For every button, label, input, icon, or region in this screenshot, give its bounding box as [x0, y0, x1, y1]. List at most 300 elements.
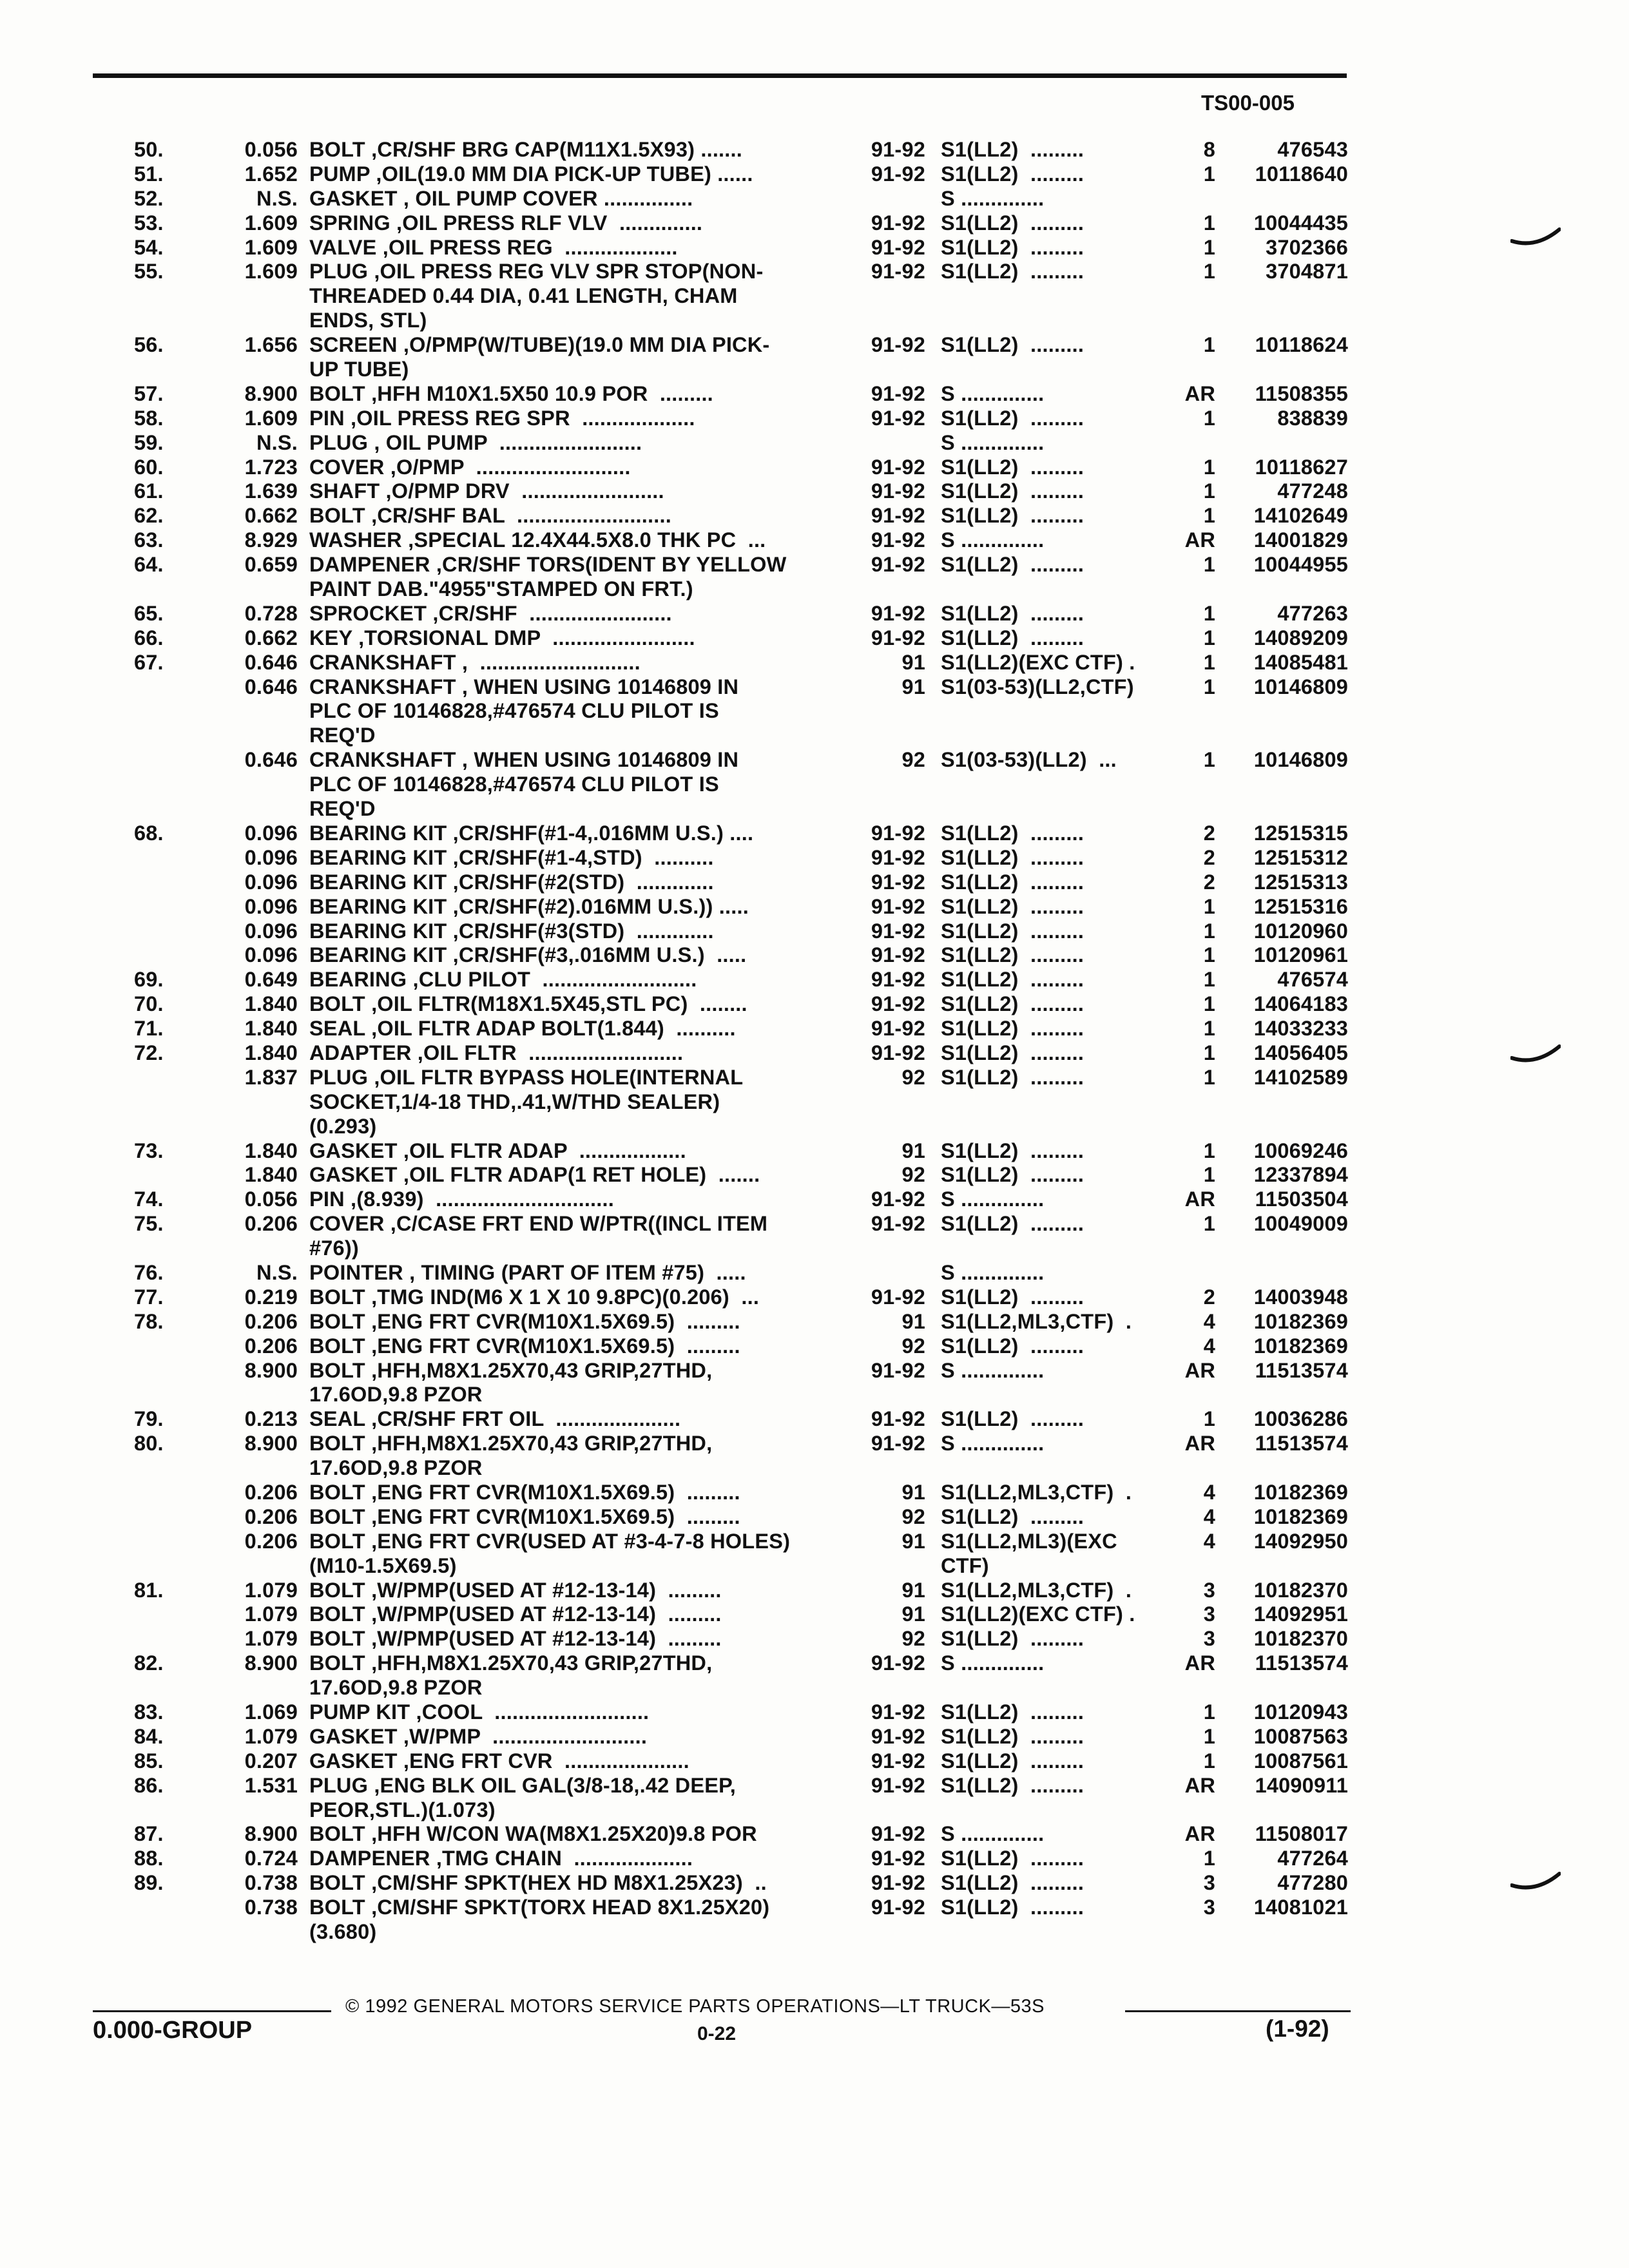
part-detail: ,ENG BLK OIL GAL(3/8-18,.42 DEEP,	[368, 1773, 736, 1797]
part-name: BEARING KIT	[309, 894, 447, 918]
quantity: AR	[1184, 1358, 1215, 1382]
part-detail: ,ENG FRT CVR(M10X1.5X69.5) .........	[365, 1480, 740, 1504]
table-row	[0, 236, 1629, 260]
table-row	[0, 1139, 1629, 1164]
part-detail: SOCKET,1/4-18 THD,.41,W/THD SEALER)	[309, 1090, 720, 1113]
part-name: BEARING KIT	[309, 845, 447, 869]
item-number: 81.	[134, 1578, 164, 1602]
application-code: S ..............	[941, 1651, 1045, 1675]
table-row	[0, 1115, 1629, 1139]
part-description	[309, 1359, 844, 1383]
group-number: 1.609	[244, 235, 298, 259]
model-years: 91-92	[871, 479, 925, 503]
part-name: SHAFT	[309, 479, 380, 503]
model-years: 91	[901, 1529, 925, 1553]
table-row	[0, 1749, 1629, 1774]
part-description	[309, 748, 844, 773]
model-years: 91-92	[871, 381, 925, 405]
part-detail: , TIMING (PART OF ITEM #75) .....	[403, 1260, 746, 1284]
part-detail: ,OIL FLTR ADAP BOLT(1.844) ..........	[365, 1017, 736, 1041]
table-row	[0, 211, 1629, 236]
application-code: S1(LL2) .........	[941, 943, 1084, 967]
application-code: S1(LL2) .........	[941, 1407, 1084, 1431]
quantity: 2	[1203, 845, 1215, 869]
quantity: 4	[1203, 1504, 1215, 1528]
quantity: 1	[1203, 479, 1215, 503]
part-detail: ,W/PMP(USED AT #12-13-14) .........	[365, 1578, 722, 1602]
application-code: S1(LL2,ML3)(EXC	[941, 1529, 1117, 1553]
part-description	[309, 1505, 844, 1530]
part-description	[309, 895, 844, 919]
quantity: 3	[1203, 1896, 1215, 1919]
part-number: 14064183	[1253, 992, 1348, 1016]
quantity: AR	[1184, 1432, 1215, 1456]
model-years: 91-92	[871, 1212, 925, 1236]
part-description	[309, 553, 844, 577]
application-code: S1(LL2) .........	[941, 1773, 1084, 1797]
binder-hole-mark	[1510, 227, 1561, 253]
part-detail: ,CM/SHF SPKT(HEX HD M8X1.25X23) ..	[365, 1871, 767, 1895]
quantity: 1	[1203, 235, 1215, 259]
part-number: 11508355	[1255, 381, 1348, 405]
model-years: 91-92	[871, 1700, 925, 1724]
quantity: 1	[1203, 1724, 1215, 1748]
quantity: 1	[1203, 406, 1215, 430]
group-number: 1.840	[244, 1041, 298, 1064]
model-years: 91-92	[871, 968, 925, 992]
part-detail: , WHEN USING 10146809 IN	[456, 675, 739, 698]
quantity: AR	[1184, 528, 1215, 552]
group-number: 0.096	[244, 870, 298, 894]
table-row	[0, 797, 1629, 822]
part-detail: ,W/PMP ..........................	[397, 1724, 648, 1748]
part-description	[309, 1481, 844, 1505]
application-code: S ..............	[941, 381, 1045, 405]
model-years: 91-92	[871, 845, 925, 869]
part-name: BEARING KIT	[309, 821, 447, 845]
part-description	[309, 1456, 844, 1481]
model-years: 91-92	[871, 528, 925, 552]
part-name: GASKET	[309, 1749, 398, 1773]
part-description	[309, 1236, 844, 1261]
part-detail: ,CR/SHF(#1-4,.016MM U.S.) ....	[447, 821, 754, 845]
table-row	[0, 1579, 1629, 1603]
part-name: CRANKSHAFT	[309, 675, 456, 698]
part-number: 14001829	[1253, 528, 1348, 552]
part-number: 10182369	[1253, 1334, 1348, 1358]
table-row	[0, 1285, 1629, 1310]
item-number: 53.	[134, 211, 164, 235]
part-name: BOLT	[309, 1529, 365, 1553]
part-description	[309, 870, 844, 895]
part-number: 10146809	[1253, 675, 1348, 698]
part-detail: ,CR/SHF FRT OIL .....................	[365, 1407, 681, 1431]
table-row	[0, 846, 1629, 870]
part-detail: ,OIL PRESS REG SPR ...................	[344, 406, 695, 430]
table-row	[0, 675, 1629, 700]
table-row	[0, 504, 1629, 528]
part-description	[309, 1285, 844, 1310]
table-row	[0, 333, 1629, 358]
table-row	[0, 577, 1629, 602]
table-row	[0, 187, 1629, 211]
part-number: 477263	[1277, 601, 1348, 625]
model-years: 91-92	[871, 626, 925, 649]
quantity: 3	[1203, 1871, 1215, 1895]
item-number: 82.	[134, 1651, 164, 1675]
group-number: 0.724	[244, 1847, 298, 1870]
part-description	[309, 1602, 844, 1627]
quantity: 1	[1203, 675, 1215, 698]
quantity: 1	[1203, 1065, 1215, 1089]
quantity: 2	[1203, 1285, 1215, 1309]
application-code: S1(LL2) .........	[941, 138, 1084, 161]
part-number: 10182369	[1253, 1480, 1348, 1504]
model-years: 91-92	[871, 553, 925, 577]
item-number: 84.	[134, 1724, 164, 1748]
part-description	[309, 797, 844, 822]
table-row	[0, 1432, 1629, 1456]
quantity: 3	[1203, 1578, 1215, 1602]
part-description	[309, 1920, 844, 1945]
quantity: 1	[1203, 748, 1215, 772]
application-code: S1(LL2)(EXC CTF) .	[941, 1602, 1135, 1626]
model-years: 91	[901, 1578, 925, 1602]
group-number: N.S.	[256, 186, 298, 210]
item-number: 56.	[134, 333, 164, 357]
table-row	[0, 1774, 1629, 1798]
part-detail: ,ENG FRT CVR(USED AT #3-4-7-8 HOLES)	[365, 1529, 791, 1553]
part-name: SPROCKET	[309, 601, 427, 625]
model-years: 91-92	[871, 260, 925, 284]
model-years: 91	[901, 1309, 925, 1333]
table-row	[0, 943, 1629, 968]
part-description	[309, 1822, 844, 1847]
quantity: 4	[1203, 1529, 1215, 1553]
quantity: 1	[1203, 504, 1215, 528]
part-number: 14102649	[1253, 504, 1348, 528]
table-row	[0, 309, 1629, 333]
part-detail: ,CR/SHF(#2(STD) .............	[447, 870, 714, 894]
quantity: 1	[1203, 943, 1215, 967]
application-code: S1(LL2) .........	[941, 1065, 1084, 1089]
part-detail: ,W/PMP(USED AT #12-13-14) .........	[365, 1602, 722, 1626]
part-detail: ,HFH W/CON WA(M8X1.25X20)9.8 POR	[365, 1822, 757, 1846]
application-code: S1(LL2) .........	[941, 1163, 1084, 1187]
part-description	[309, 1725, 844, 1749]
group-number: 0.646	[244, 748, 298, 772]
part-number: 14092950	[1253, 1529, 1348, 1553]
part-description	[309, 1407, 844, 1432]
model-years: 91-92	[871, 1822, 925, 1846]
table-row	[0, 1651, 1629, 1676]
model-years: 91-92	[871, 821, 925, 845]
part-description	[309, 919, 844, 944]
part-number: 477248	[1277, 479, 1348, 503]
part-number: 10146809	[1253, 748, 1348, 772]
group-number: 0.206	[244, 1480, 298, 1504]
part-description	[309, 602, 844, 626]
model-years: 91-92	[871, 211, 925, 235]
table-row	[0, 626, 1629, 651]
quantity: 1	[1203, 1139, 1215, 1162]
item-number: 76.	[134, 1260, 164, 1284]
model-years: 91	[901, 650, 925, 674]
group-number: 0.649	[244, 968, 298, 992]
table-row	[0, 870, 1629, 895]
part-description	[309, 1017, 844, 1041]
model-years: 91-92	[871, 504, 925, 528]
model-years: 91-92	[871, 601, 925, 625]
application-code: S1(LL2) .........	[941, 1749, 1084, 1773]
part-name: COVER	[309, 455, 385, 479]
part-description	[309, 211, 844, 236]
application-code: S1(LL2) .........	[941, 870, 1084, 894]
table-row	[0, 1163, 1629, 1187]
part-description	[309, 1530, 844, 1554]
table-row	[0, 1725, 1629, 1749]
part-detail: ,CLU PILOT ..........................	[407, 968, 697, 992]
application-code: S1(LL2) .........	[941, 455, 1084, 479]
part-detail: (3.680)	[309, 1920, 377, 1944]
part-name: BOLT	[309, 1822, 365, 1846]
item-number: 54.	[134, 235, 164, 259]
part-name: BOLT	[309, 1309, 365, 1333]
application-code: S1(LL2) .........	[941, 333, 1084, 357]
part-detail: ,OIL(19.0 MM DIA PICK-UP TUBE) ......	[370, 162, 753, 186]
table-row	[0, 1871, 1629, 1896]
part-number: 10044435	[1253, 211, 1348, 235]
group-number: 0.662	[244, 626, 298, 649]
table-row	[0, 1530, 1629, 1554]
binder-hole-mark	[1510, 1871, 1561, 1897]
model-years: 91-92	[871, 1041, 925, 1064]
application-code: S1(LL2) .........	[941, 821, 1084, 845]
part-detail: REQ'D	[309, 797, 376, 821]
part-description	[309, 528, 844, 553]
part-detail: PLC OF 10146828,#476574 CLU PILOT IS	[309, 699, 719, 723]
part-name: BEARING KIT	[309, 919, 447, 943]
item-number: 85.	[134, 1749, 164, 1773]
part-description	[309, 1676, 844, 1700]
table-row	[0, 602, 1629, 626]
part-detail: ,TMG IND(M6 X 1 X 10 9.8PC)(0.206) ...	[365, 1285, 760, 1309]
part-name: BOLT	[309, 381, 365, 405]
application-code: S ..............	[941, 1822, 1045, 1846]
item-number: 88.	[134, 1847, 164, 1870]
item-number: 50.	[134, 138, 164, 161]
group-number: 1.723	[244, 455, 298, 479]
group-number: 0.738	[244, 1896, 298, 1919]
part-name: BOLT	[309, 992, 365, 1016]
quantity: 2	[1203, 821, 1215, 845]
part-detail: ,CR/SHF(#2).016MM U.S.)) .....	[447, 894, 749, 918]
part-description	[309, 1774, 844, 1798]
model-years: 91-92	[871, 333, 925, 357]
part-description	[309, 675, 844, 700]
part-detail: ,TORSIONAL DMP ........................	[352, 626, 695, 649]
item-number: 64.	[134, 553, 164, 577]
quantity: AR	[1184, 1773, 1215, 1797]
group-number: N.S.	[256, 1260, 298, 1284]
item-number: 68.	[134, 821, 164, 845]
part-description	[309, 1432, 844, 1456]
group-number: 1.079	[244, 1602, 298, 1626]
group-number: 0.728	[244, 601, 298, 625]
item-number: 71.	[134, 1017, 164, 1041]
item-number: 55.	[134, 260, 164, 284]
part-name: KEY	[309, 626, 352, 649]
model-years: 91-92	[871, 943, 925, 967]
part-name: BOLT	[309, 1504, 365, 1528]
part-name: SPRING	[309, 211, 390, 235]
part-description	[309, 358, 844, 382]
table-row	[0, 1896, 1629, 1920]
model-years: 91-92	[871, 1749, 925, 1773]
table-row	[0, 138, 1629, 162]
part-detail: ,OIL FLTR ADAP(1 RET HOLE) .......	[397, 1163, 760, 1187]
application-code: S1(LL2) .........	[941, 1017, 1084, 1041]
quantity: 1	[1203, 455, 1215, 479]
group-number: 1.531	[244, 1773, 298, 1797]
part-detail: PLC OF 10146828,#476574 CLU PILOT IS	[309, 773, 719, 796]
application-code: S1(LL2) .........	[941, 1627, 1084, 1651]
part-detail: ,CR/SHF(#3,.016MM U.S.) .....	[447, 943, 747, 967]
part-number: 12337894	[1253, 1163, 1348, 1187]
part-description	[309, 1896, 844, 1920]
table-row	[0, 992, 1629, 1017]
group-label: 0.000-GROUP	[93, 2017, 253, 2044]
part-number: 3704871	[1266, 260, 1348, 284]
quantity: 1	[1203, 1749, 1215, 1773]
quantity: AR	[1184, 381, 1215, 405]
model-years: 91	[901, 1139, 925, 1162]
table-row	[0, 968, 1629, 992]
part-name: BOLT	[309, 138, 365, 161]
part-detail: ,CR/SHF(#3(STD) .............	[447, 919, 714, 943]
table-row	[0, 358, 1629, 382]
part-name: BOLT	[309, 1285, 365, 1309]
part-detail: ,OIL PRESS REG VLV SPR STOP(NON-	[368, 260, 764, 284]
table-row	[0, 919, 1629, 944]
table-row	[0, 748, 1629, 773]
part-description	[309, 456, 844, 480]
group-number: N.S.	[256, 430, 298, 454]
item-number: 78.	[134, 1309, 164, 1333]
table-row	[0, 1554, 1629, 1579]
part-name: BEARING KIT	[309, 943, 447, 967]
quantity: 1	[1203, 1041, 1215, 1064]
part-number: 10182369	[1253, 1309, 1348, 1333]
table-row	[0, 1334, 1629, 1359]
table-row	[0, 553, 1629, 577]
part-number: 11513574	[1255, 1358, 1348, 1382]
group-number: 0.096	[244, 894, 298, 918]
item-number: 66.	[134, 626, 164, 649]
application-code: S ..............	[941, 528, 1045, 552]
part-description	[309, 1798, 844, 1823]
table-row	[0, 1407, 1629, 1432]
table-row	[0, 1212, 1629, 1236]
model-years: 91	[901, 675, 925, 698]
item-number: 89.	[134, 1871, 164, 1895]
part-name: BOLT	[309, 1871, 365, 1895]
item-number: 73.	[134, 1139, 164, 1162]
model-years: 91-92	[871, 1724, 925, 1748]
part-description	[309, 773, 844, 797]
part-number: 11513574	[1255, 1651, 1348, 1675]
application-code: S1(LL2) .........	[941, 1700, 1084, 1724]
application-code: S1(LL2)(EXC CTF) .	[941, 650, 1135, 674]
application-code: S ..............	[941, 1358, 1045, 1382]
part-number: 10120943	[1253, 1700, 1348, 1724]
part-number: 10036286	[1253, 1407, 1348, 1431]
application-code: S1(LL2) .........	[941, 1847, 1084, 1870]
part-detail: , WHEN USING 10146809 IN	[456, 748, 739, 772]
quantity: 2	[1203, 870, 1215, 894]
application-code: S1(LL2) .........	[941, 968, 1084, 992]
part-name: PLUG	[309, 430, 369, 454]
item-number: 61.	[134, 479, 164, 503]
part-detail: ,TMG CHAIN ....................	[430, 1847, 693, 1870]
table-row	[0, 1236, 1629, 1261]
table-row	[0, 284, 1629, 309]
part-detail: ,W/PMP(USED AT #12-13-14) .........	[365, 1627, 722, 1651]
part-description	[309, 699, 844, 724]
group-number: 1.639	[244, 479, 298, 503]
part-detail: 17.6OD,9.8 PZOR	[309, 1676, 483, 1700]
part-detail: THREADED 0.44 DIA, 0.41 LENGTH, CHAM	[309, 284, 738, 308]
application-code: S1(LL2) .........	[941, 894, 1084, 918]
table-row	[0, 1798, 1629, 1823]
quantity: 3	[1203, 1627, 1215, 1651]
part-number: 14102589	[1253, 1065, 1348, 1089]
part-name: BOLT	[309, 1627, 365, 1651]
part-description	[309, 968, 844, 992]
table-row	[0, 773, 1629, 797]
application-code: S1(LL2) .........	[941, 919, 1084, 943]
group-number: 0.646	[244, 675, 298, 698]
part-number: 10182370	[1253, 1627, 1348, 1651]
application-code: S1(LL2) .........	[941, 626, 1084, 649]
table-row	[0, 724, 1629, 748]
application-code: S1(LL2) .........	[941, 845, 1084, 869]
model-years: 92	[901, 1334, 925, 1358]
part-number: 12515313	[1253, 870, 1348, 894]
part-description	[309, 1700, 844, 1725]
part-detail: PAINT DAB."4955"STAMPED ON FRT.)	[309, 577, 693, 601]
model-years: 92	[901, 1504, 925, 1528]
part-description	[309, 992, 844, 1017]
part-number: 10069246	[1253, 1139, 1348, 1162]
part-name: CRANKSHAFT	[309, 650, 456, 674]
part-detail: ,OIL PRESS RLF VLV ..............	[390, 211, 703, 235]
part-number: 14033233	[1253, 1017, 1348, 1041]
part-detail: ENDS, STL)	[309, 309, 427, 332]
application-code: S1(LL2) .........	[941, 504, 1084, 528]
quantity: 1	[1203, 260, 1215, 284]
part-number: 838839	[1277, 406, 1348, 430]
table-row	[0, 1481, 1629, 1505]
part-description	[309, 1554, 844, 1579]
part-name: VALVE	[309, 235, 377, 259]
part-detail: ,CR/SHF BAL ..........................	[365, 504, 671, 528]
part-number: 11513574	[1255, 1432, 1348, 1456]
part-number: 10182369	[1253, 1504, 1348, 1528]
group-number: 0.738	[244, 1871, 298, 1895]
group-number: 0.206	[244, 1309, 298, 1333]
model-years: 91-92	[871, 1358, 925, 1382]
